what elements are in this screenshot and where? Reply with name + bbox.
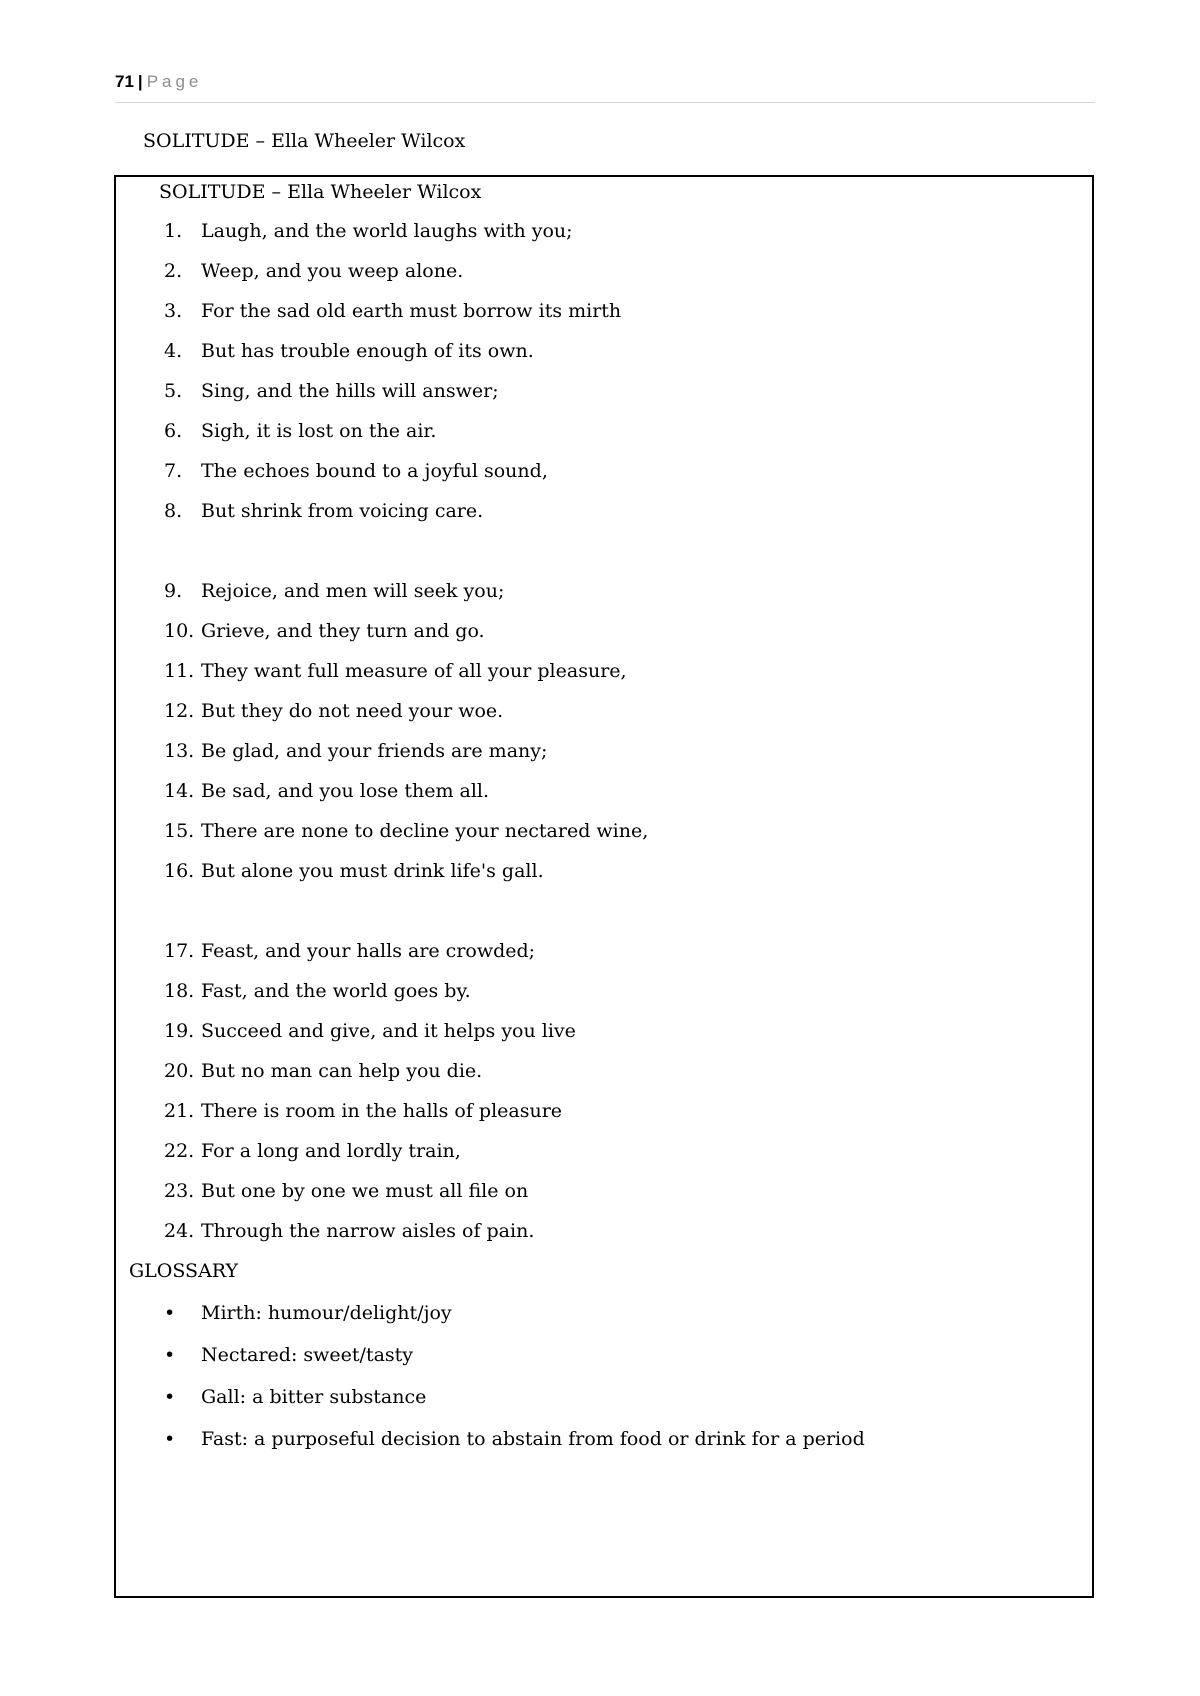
line-number: 5.: [164, 380, 183, 402]
line-number: 11.: [164, 660, 195, 682]
line-number: 4.: [164, 340, 183, 362]
page-number: 71: [115, 72, 134, 91]
line-text: But one by one we must all file on: [201, 1180, 529, 1202]
line-text: Sing, and the hills will answer;: [201, 380, 499, 402]
line-number: 8.: [164, 500, 183, 522]
line-number: 24.: [164, 1220, 195, 1242]
line-text: There are none to decline your nectared wine,: [201, 820, 649, 842]
line-text: Be sad, and you lose them all.: [201, 780, 490, 802]
line-number: 6.: [164, 420, 183, 442]
line-text: Succeed and give, and it helps you live: [201, 1020, 576, 1042]
line-number: 20.: [164, 1060, 195, 1082]
glossary-heading: GLOSSARY: [129, 1260, 239, 1282]
line-number: 1.: [164, 220, 183, 242]
bullet-icon: •: [164, 1302, 176, 1324]
page-label: Page: [146, 72, 203, 91]
bullet-icon: •: [164, 1344, 176, 1366]
line-text: Sigh, it is lost on the air.: [201, 420, 437, 442]
line-number: 10.: [164, 620, 195, 642]
glossary-text: Nectared: sweet/tasty: [201, 1344, 414, 1366]
glossary-text: Fast: a purposeful decision to abstain from food or drink for a period: [201, 1428, 865, 1450]
line-text: But alone you must drink life's gall.: [201, 860, 544, 882]
line-number: 14.: [164, 780, 195, 802]
line-number: 13.: [164, 740, 195, 762]
line-text: Grieve, and they turn and go.: [201, 620, 485, 642]
line-text: Fast, and the world goes by.: [201, 980, 471, 1002]
line-text: Be glad, and your friends are many;: [201, 740, 548, 762]
line-text: But shrink from voicing care.: [201, 500, 484, 522]
line-number: 7.: [164, 460, 183, 482]
line-number: 21.: [164, 1100, 195, 1122]
line-number: 3.: [164, 300, 183, 322]
line-text: For a long and lordly train,: [201, 1140, 461, 1162]
line-number: 16.: [164, 860, 195, 882]
glossary-text: Gall: a bitter substance: [201, 1386, 427, 1408]
line-text: But they do not need your woe.: [201, 700, 504, 722]
line-text: They want full measure of all your pleasure,: [201, 660, 627, 682]
line-text: But no man can help you die.: [201, 1060, 483, 1082]
bullet-icon: •: [164, 1386, 176, 1408]
line-number: 23.: [164, 1180, 195, 1202]
line-number: 22.: [164, 1140, 195, 1162]
line-number: 2.: [164, 260, 183, 282]
line-number: 12.: [164, 700, 195, 722]
glossary-text: Mirth: humour/delight/joy: [201, 1302, 452, 1324]
line-text: Rejoice, and men will seek you;: [201, 580, 505, 602]
poem-box: [114, 175, 1094, 1598]
line-number: 19.: [164, 1020, 195, 1042]
page-header: [115, 72, 1095, 103]
document-title: SOLITUDE – Ella Wheeler Wilcox: [143, 130, 466, 152]
line-number: 15.: [164, 820, 195, 842]
line-number: 9.: [164, 580, 183, 602]
line-text: Through the narrow aisles of pain.: [201, 1220, 535, 1242]
header-separator: |: [137, 72, 143, 91]
line-number: 18.: [164, 980, 195, 1002]
line-text: There is room in the halls of pleasure: [201, 1100, 563, 1122]
line-text: Feast, and your halls are crowded;: [201, 940, 536, 962]
bullet-icon: •: [164, 1428, 176, 1450]
line-text: The echoes bound to a joyful sound,: [201, 460, 548, 482]
line-text: For the sad old earth must borrow its mirth: [201, 300, 622, 322]
line-text: Laugh, and the world laughs with you;: [201, 220, 573, 242]
line-number: 17.: [164, 940, 195, 962]
line-text: Weep, and you weep alone.: [201, 260, 464, 282]
line-text: But has trouble enough of its own.: [201, 340, 534, 362]
poem-title: SOLITUDE – Ella Wheeler Wilcox: [159, 181, 482, 203]
